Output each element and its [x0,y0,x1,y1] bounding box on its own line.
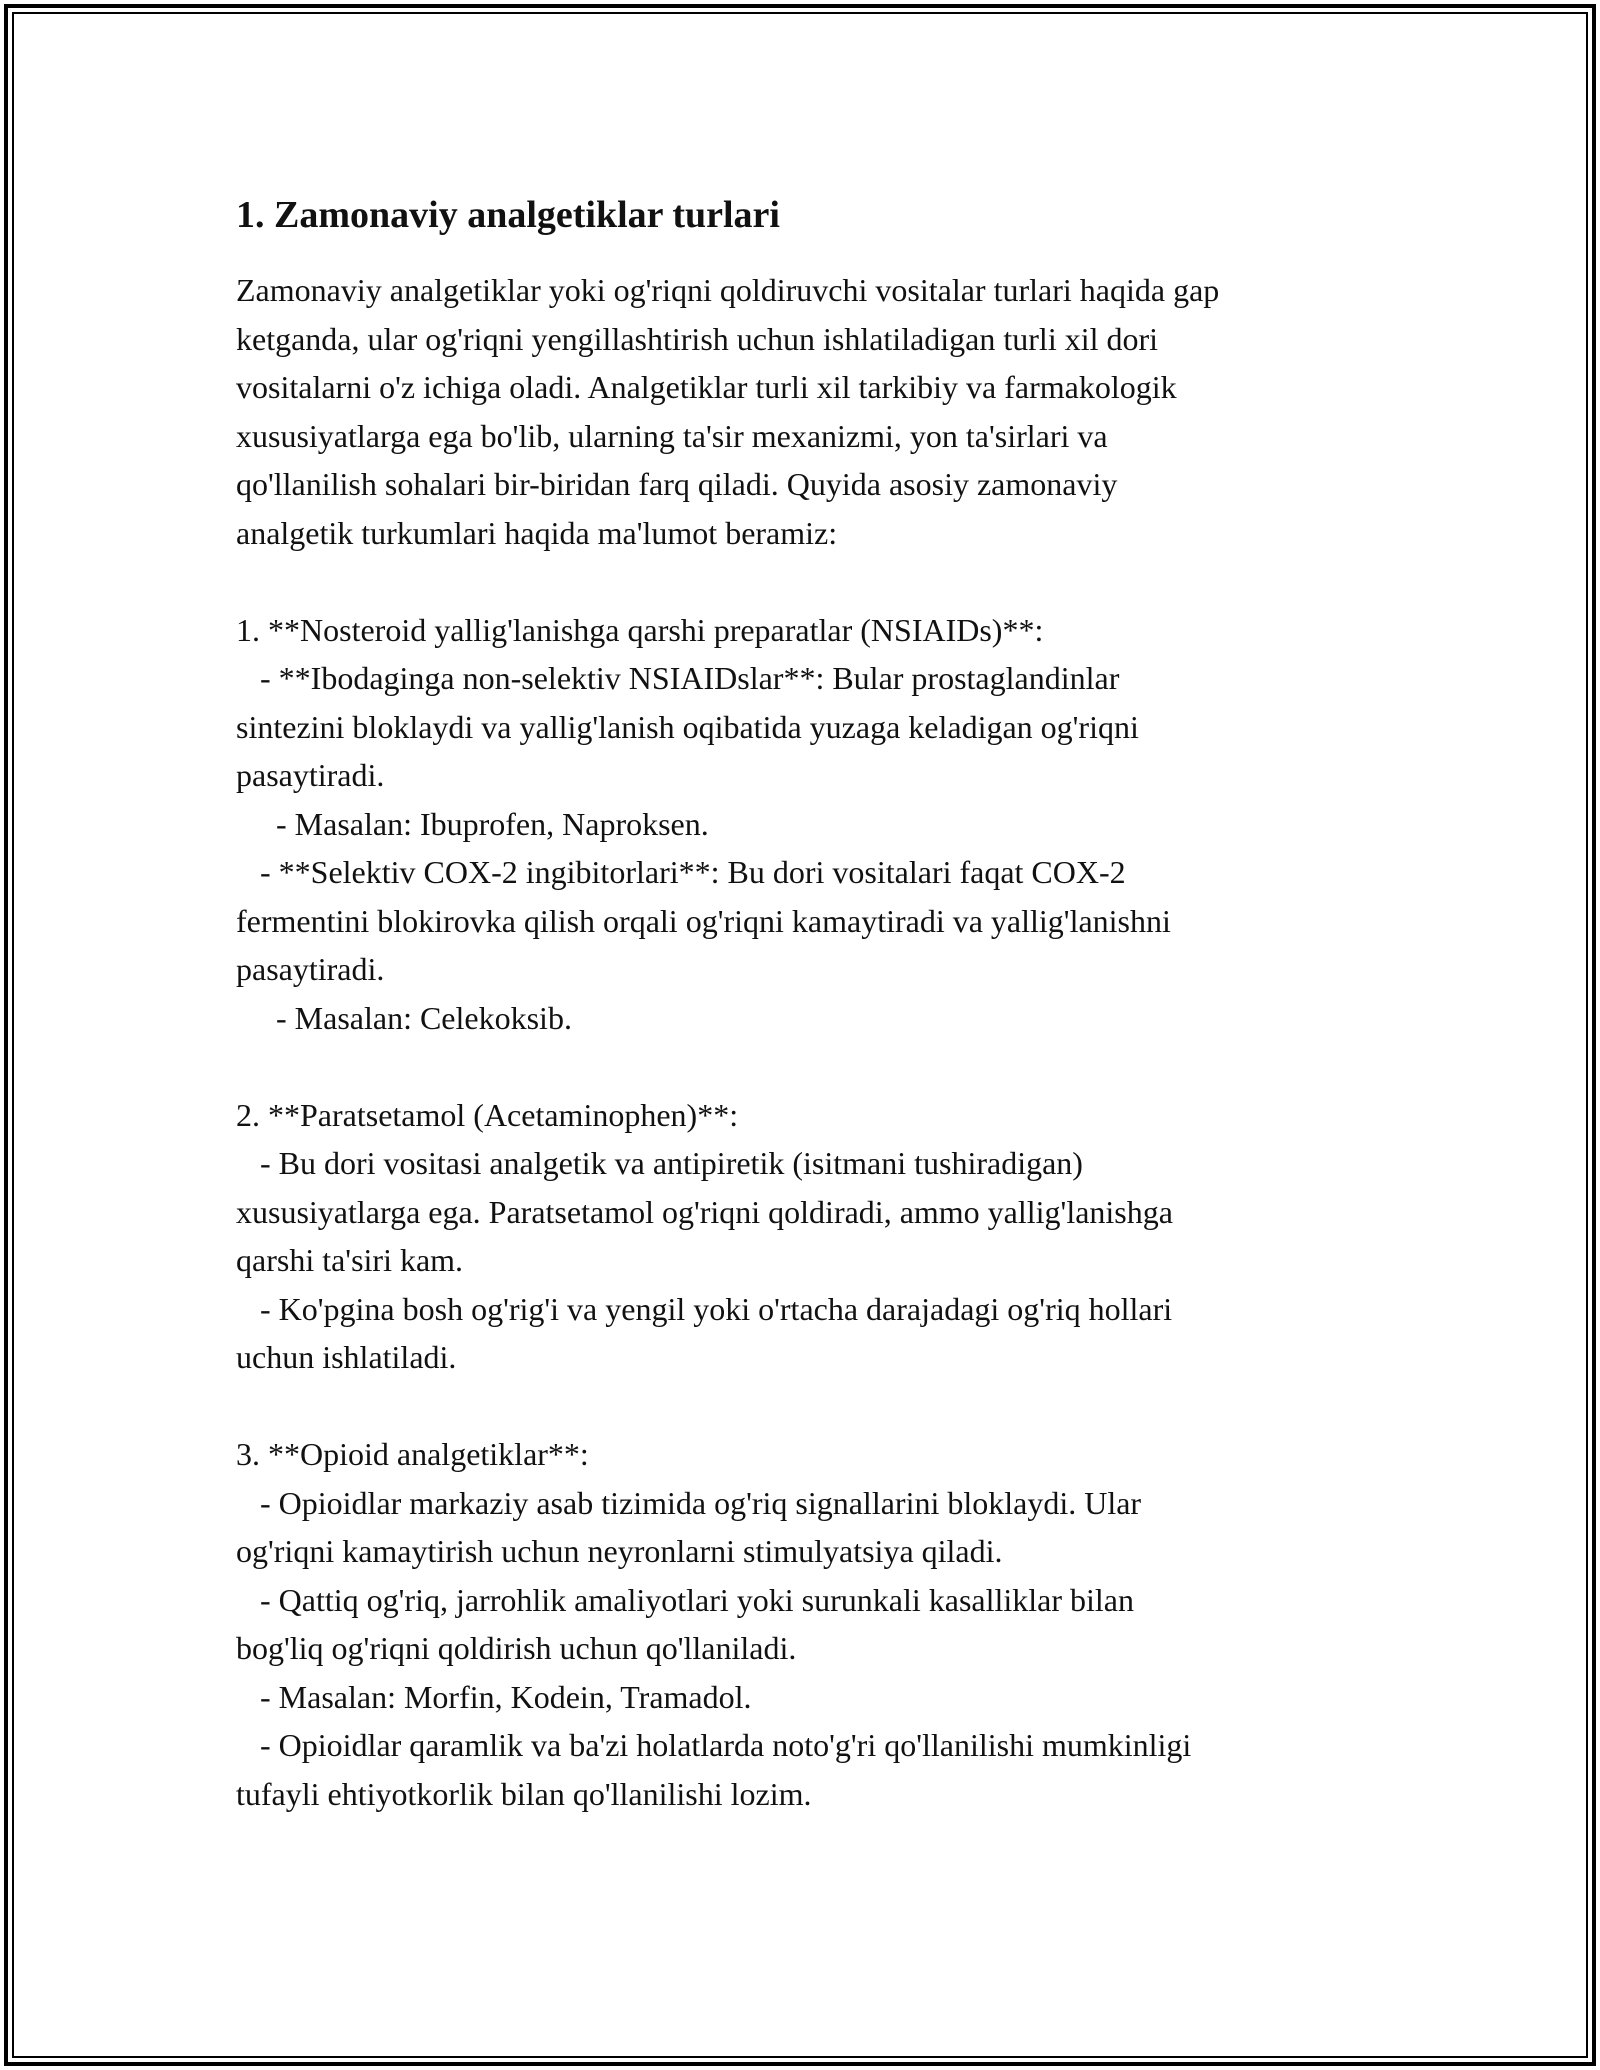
paragraph-gap [236,557,1376,606]
paragraph-gap [236,1042,1376,1091]
intro-paragraph: Zamonaviy analgetiklar yoki og'riqni qoldiruvchi vositalar turlari haqida gap ketganda, ular og'riqni yengillashtirish uchun ishlatiladigan turli xil dori vositalarni o'z ichiga oladi. Analgetiklar turli xil tarkibiy va farmakologik xususiyatlarga ega bo'lib, ularning ta'sir mexanizmi, yon ta'sirlari va qo'llanilish sohalari bir-biridan farq qiladi. Quyida asosiy zamonaviy analgetik turkumlari haqida ma'lumot beramiz: [236,272,1220,551]
document-body [236,186,1376,1818]
section-nsaids: 1. **Nosteroid yallig'lanishga qarshi preparatlar (NSIAIDs)**: - **Ibodaginga non-selektiv NSIAIDslar**: Bular prostaglandinlar sintezini bloklaydi va yallig'lanish oqibatida yuzaga keladigan og'riqni pasaytiradi. - Masalan: Ibuprofen, Naproksen. - **Selektiv COX-2 ingibitorlari**: Bu dori vositalari faqat COX-2 fermentini blokirovka qilish orqali og'riqni kamaytiradi va yallig'lanishni pasaytiradi. - Masalan: Celekoksib. [236,611,1171,1036]
section-paracetamol: 2. **Paratsetamol (Acetaminophen)**: - Bu dori vositasi analgetik va antipiretik (isitmani tushiradigan) xususiyatlarga ega. Paratsetamol og'riqni qoldiradi, ammo yallig'lanishga qarshi ta'siri kam. - Ko'pgina bosh og'rig'i va yengil yoki o'rtacha darajadagi og'riq hollari uchun ishlatiladi. [236,1096,1173,1375]
paragraph-gap [236,1382,1376,1431]
section-opioids: 3. **Opioid analgetiklar**: - Opioidlar markaziy asab tizimida og'riq signallarini bloklaydi. Ular og'riqni kamaytirish uchun neyronlarni stimulyatsiya qiladi. - Qattiq og'riq, jarrohlik amaliyotlari yoki surunkali kasalliklar bilan bog'liq og'riqni qoldirish uchun qo'llaniladi. - Masalan: Morfin, Kodein, Tramadol. - Opioidlar qaramlik va ba'zi holatlarda noto'g'ri qo'llanilishi mumkinligi tufayli ehtiyotkorlik bilan qo'llanilishi lozim. [236,1436,1192,1812]
document-title: 1. Zamonaviy analgetiklar turlari [236,194,780,236]
